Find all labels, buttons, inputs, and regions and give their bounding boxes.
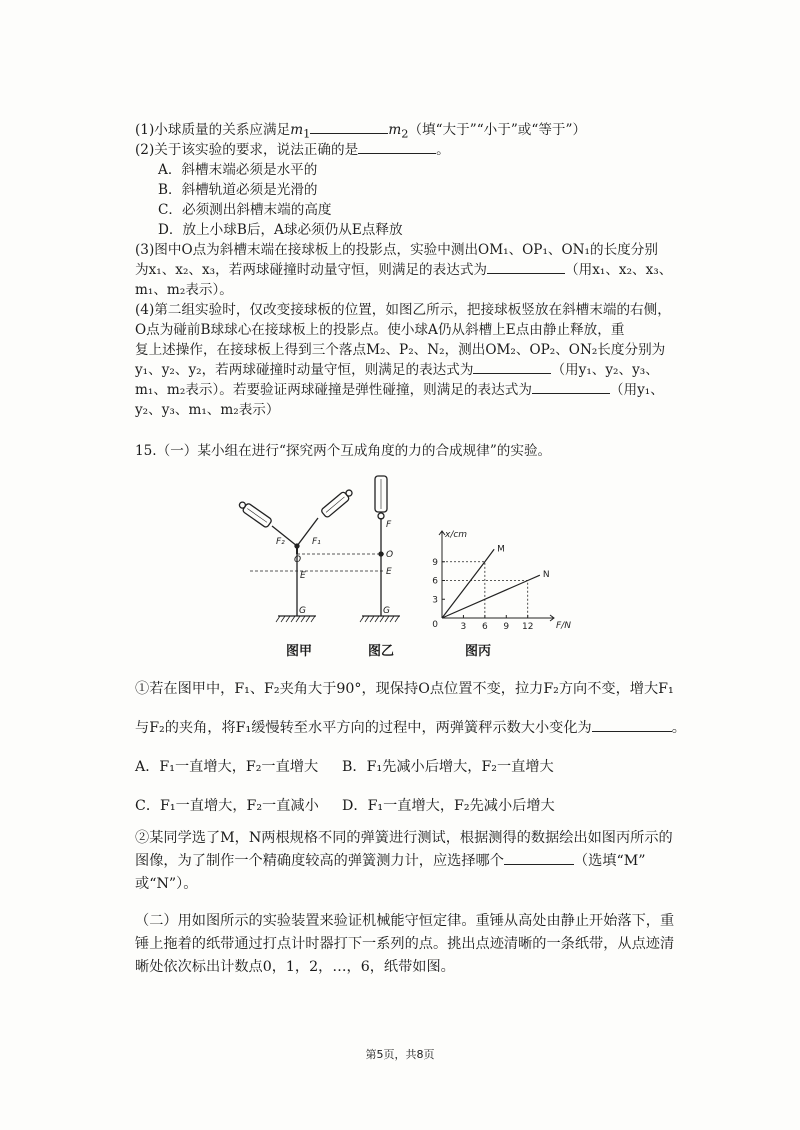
chart-text [432,530,571,632]
label-f1: F₁ [312,537,321,547]
series-label-M: M [497,544,505,555]
q15-option-d: D．F₁一直增大，F₂先减小后增大 [342,798,555,814]
series-label-N: N [542,570,550,581]
q14-part4-line4: y₁、y₂、y₂，若两球碰撞时动量守恒，则满足的表达式为 （用y₁、y₂、y₃、 [135,362,659,378]
answer-blank-5[interactable] [532,381,610,394]
answer-blank-6[interactable] [592,719,672,732]
series-line-N [442,575,540,618]
y-tick-label: 3 [432,595,438,606]
figure-jia [237,487,384,622]
q15-part2-line2: 图像，为了制作一个精确度较高的弹簧测力计，应选择哪个 （选填“M” [135,853,646,869]
q14-part3-line2: 为x₁、x₂、x₃，若两球碰撞时动量守恒，则满足的表达式为 （用x₁、x₂、x₃、 [135,262,673,278]
q14-part4-line6: y₂、y₃、m₁、m₂表示） [135,402,280,418]
caption-yi: 图乙 [368,644,395,659]
label-e-jia: E [300,571,306,581]
y-axis-label: x/cm [445,530,468,540]
q14-part1: (1)小球质量的关系应满足$m_1$ $m_2$（填“大于”“小于”或“等于”） [135,122,587,141]
q15-option-a: A．F₁一直增大，F₂一直增大 [135,759,319,775]
label-f-yi: F [386,520,392,530]
label-o-yi: O [386,550,394,560]
page-footer: 第5页，共8页 [365,1048,435,1061]
q15-part2-line3: 或“N”）。 [135,876,198,892]
answer-blank-7[interactable] [504,852,574,865]
y-tick-label: 6 [432,576,438,587]
q15-title: 15.（一）某小组在进行“探究两个互成角度的力的合成规律”的实验。 [135,443,552,459]
q14-part4-line3: 复上述操作，在接球板上得到三个落点M₂、P₂、N₂，测出OM₂、OP₂、ON₂长度分别为 [135,342,666,358]
q15-part1-line1: ①若在图甲中，F₁、F₂夹角大于90°，现保持O点位置不变，拉力F₂方向不变，增大F₁ [135,681,674,697]
q14-option-b: B．斜槽轨道必须是光滑的 [158,182,318,198]
q15-section2-line3: 晰处依次标出计数点0，1，2，…，6，纸带如图。 [135,959,455,975]
q15-section2-line1: （二）用如图所示的实验装置来验证机械能守恒定律。重锤从高处由静止开始落下，重 [135,913,675,929]
x-tick-label: 9 [503,622,510,632]
q14-part4-line2: O点为碰前B球球心在接球板上的投影点。使小球A仍从斜槽上E点由静止释放，重 [135,322,625,338]
label-g-yi: G [383,606,390,616]
label-f2: F₂ [276,537,285,547]
q15-part1-line2: 与F₂的夹角，将F₁缓慢转至水平方向的过程中，两弹簧秤示数大小变化为 。 [135,720,686,736]
label-e-yi: E [386,567,392,577]
series-line-M [442,549,494,618]
answer-blank-1[interactable] [310,121,388,134]
q15-option-b: B．F₁先减小后增大，F₂一直增大 [342,759,554,775]
q14-option-c: C．必须测出斜槽末端的高度 [158,202,332,218]
q14-part4-line5: m₁、m₂表示）。若要验证两球碰撞是弹性碰撞，则满足的表达式为 （用y₁、 [135,382,664,398]
answer-blank-3[interactable] [487,261,565,274]
x-tick-label: 12 [521,622,534,632]
q14-part2: (2)关于该实验的要求，说法正确的是 。 [135,142,450,158]
label-g-jia: G [299,606,306,616]
q14-part3-line1: (3)图中O点为斜槽末端在接球板上的投影点，实验中测出OM₁、OP₁、ON₁的长度分别 [135,242,658,258]
caption-bing: 图丙 [465,644,492,659]
x-tick-label: 3 [460,622,467,632]
figure-bing-chart [420,528,571,638]
q14-part4-line1: (4)第二组实验时，仅改变接球板的位置，如图乙所示，把接球板竖放在斜槽末端的右侧， [135,302,671,318]
caption-jia: 图甲 [286,644,313,659]
origin-label: 0 [432,620,438,630]
answer-blank-2[interactable] [358,141,436,154]
y-tick-label: 9 [432,557,438,568]
label-o-jia: O [294,555,302,565]
x-axis-label: F/N [556,621,571,631]
q15-part2-line1: ②某同学选了M，N两根规格不同的弹簧进行测试，根据测得的数据绘出如图丙所示的 [135,830,673,846]
q14-option-a: A．斜槽末端必须是水平的 [158,162,318,178]
q15-option-c: C．F₁一直增大，F₂一直减小 [135,798,319,814]
q14-option-d: D．放上小球B后，A球必须仍从E点释放 [158,222,403,238]
x-tick-label: 6 [481,622,488,632]
chart-guides [442,562,528,618]
chart-series [442,549,540,618]
q14-part3-line3: m₁、m₂表示）。 [135,282,233,298]
answer-blank-4[interactable] [473,361,551,374]
q15-section2-line2: 锤上拖着的纸带通过打点计时器打下一系列的点。挑出点迹清晰的一条纸带，从点迹清 [135,936,675,952]
figure-yi [360,476,400,622]
